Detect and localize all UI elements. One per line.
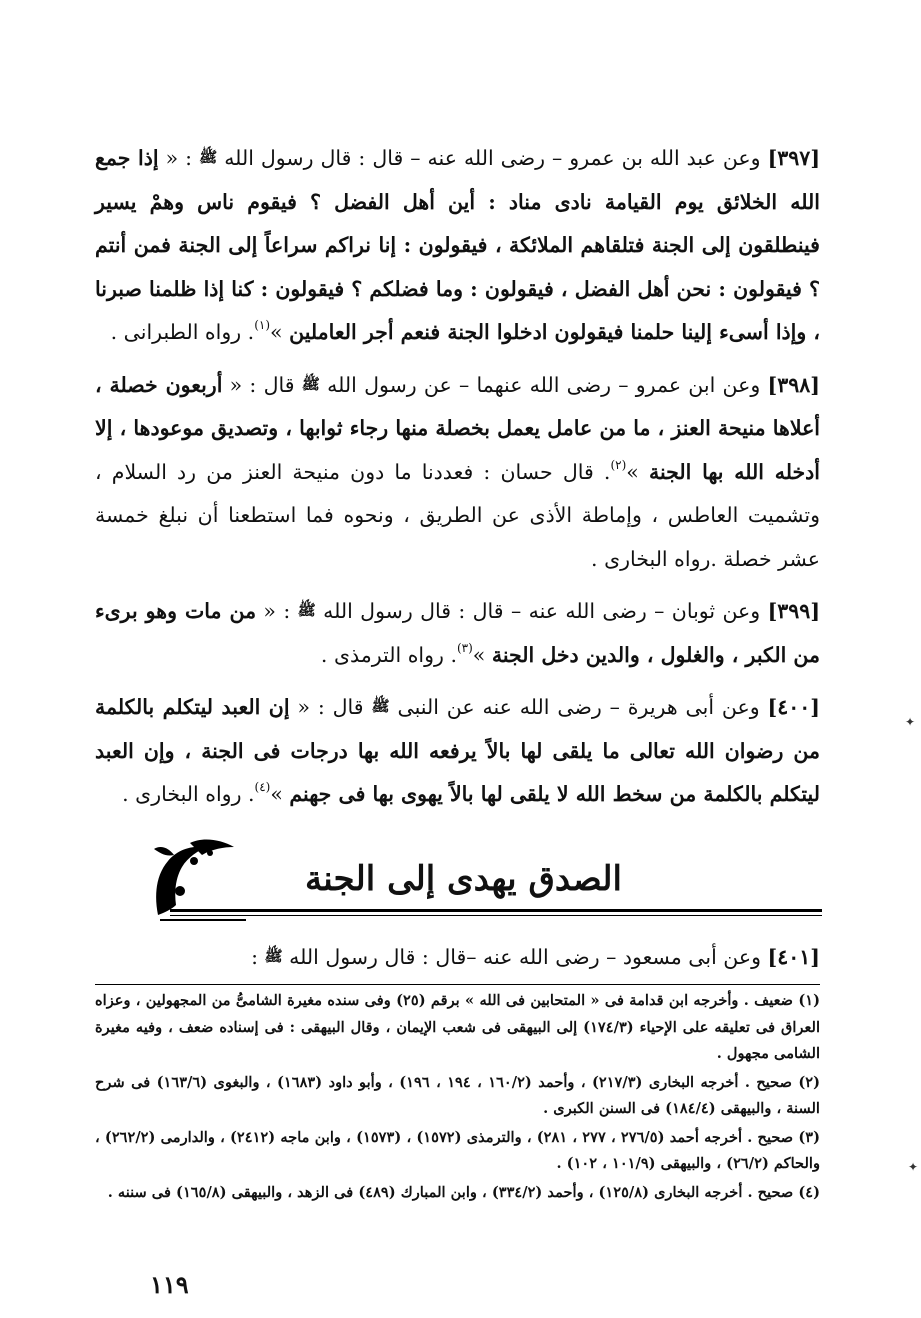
hadith-number: [٣٩٧] (767, 146, 821, 170)
hadith-400 (95, 685, 820, 817)
hadith-398 (95, 363, 820, 582)
hadith-397 (95, 136, 820, 355)
hadith-number: [٣٩٨] (767, 372, 820, 397)
salutation-symbol: ﷺ (301, 374, 320, 393)
footnote-3: (٣) صحيح . أخرجه أحمد (٢٧٦/٥ ، ٢٧٧ ، ٢٨١) ، والترمذى (١٥٧٢) ، (١٥٧٣) ، وابن ماجه (٢٤١٢) ، والدارمى (٢٦٢/٢) ، والحاكم (٢٦/٢) ، والبيهقى (١٠١/٩ ، ١٠٢) . (95, 1128, 821, 1172)
page-number: ١١٩ (150, 1270, 189, 1299)
salutation-symbol: ﷺ (297, 601, 316, 619)
heading-rule (170, 909, 822, 912)
hadith-colon: : « (158, 146, 200, 170)
hadith-source: . رواه البخارى . (122, 782, 255, 806)
hadith-intro-2: قال : « (222, 372, 302, 397)
hadith-399 (95, 589, 820, 677)
footnote-separator (95, 984, 820, 985)
main-text (95, 136, 820, 817)
hadith-tail: : (251, 945, 265, 969)
hadith-text: أربعون خصلة ، أعلاها منيحة العنز ، ما من عامل يعمل بخصلة منها رجاء ثوابها ، وتصديق موعودها ، إلا أدخله الله بها الجنة (95, 372, 820, 484)
footnote-ref: (١) (254, 318, 271, 332)
section-heading: الصدق يهدى إلى الجنة (304, 859, 622, 899)
hadith-intro-2: : « (256, 599, 298, 623)
hadith-number: [٤٠٠] (767, 695, 820, 719)
heading-rule-thin (170, 915, 822, 916)
hadith-source: . رواه الطبرانى . (110, 320, 255, 344)
quote-close: » (472, 642, 492, 667)
hadith-intro: وعن أبى هريرة – رضى الله عنه عن النبى (389, 695, 768, 719)
hadith-number: [٤٠١] (767, 945, 820, 969)
hadith-text: من مات وهو برىء من الكبر ، والغلول ، والدين دخل الجنة (95, 599, 820, 667)
hadith-intro: وعن عبد الله بن عمرو – رضى الله عنه – قال : قال رسول الله (217, 146, 768, 170)
hadith-source: . رواه الترمذى . (320, 642, 457, 667)
salutation-symbol: ﷺ (264, 947, 283, 965)
footnote-2: (٢) صحيح . أخرجه البخارى (٢١٧/٣) ، وأحمد (١٦٠/٢ ، ١٩٤ ، ١٩٦) ، وأبو داود (١٦٨٣) ، والبغوى (١٦٣/٦) فى شرح السنة ، والبيهقى (١٨٤/٤) فى السنن الكبرى . (95, 1073, 821, 1117)
hadith-source: . قال حسان : فعددنا ما دون منيحة العنز من رد السلام ، وتشميت العاطس ، وإماطة الأذى عن الطريق ، ونحوه فما استطعنا أن نبلغ خمسة عشر خصلة .رواه البخارى . (95, 459, 820, 571)
footnote-ref: (٣) (456, 640, 473, 655)
quote-close: » (270, 782, 290, 806)
salutation-symbol: ﷺ (371, 697, 390, 715)
footnote-4: (٤) صحيح . أخرجه البخارى (١٢٥/٨) ، وأحمد (٣٣٤/٢) ، وابن المبارك (٤٨٩) فى الزهد ، والبيهقى (١٦٥/٨) فى سننه . (107, 1183, 820, 1201)
section-heading-block (150, 835, 822, 927)
quote-close: » (270, 320, 290, 344)
salutation-symbol: ﷺ (199, 148, 218, 166)
hadith-401 (95, 938, 820, 975)
hadith-intro-2: قال : « (289, 695, 372, 719)
hadith-number: [٣٩٩] (767, 599, 821, 623)
hadith-text: إذا جمع الله الخلائق يوم القيامة نادى مناد : أين أهل الفضل ؟ فيقوم ناس وهمْ يسير فينطلقون إلى الجنة فتلقاهم الملائكة ، فيقولون : إنا نراكم سراعاً إلى الجنة فمن أنتم ؟ فيقولون : نحن أهل الفضل ، فيقولون : وما فضلكم ؟ فيقولون : كنا إذا ظلمنا صبرنا ، وإذا أسىء إلينا حلمنا فيقولون ادخلوا الجنة فنعم أجر العاملين (95, 146, 820, 344)
footnote-ref: (٤) (254, 780, 271, 794)
hadith-intro: وعن أبى مسعود – رضى الله عنه –قال : قال رسول الله (282, 945, 768, 969)
scan-mark: ✦ (905, 715, 916, 729)
hadith-text: إن العبد ليتكلم بالكلمة من رضوان الله تعالى ما يلقى لها بالاً يرفعه الله بها درجات فى الجنة ، وإن العبد ليتكلم بالكلمة من سخط الله لا يلقى لها بالاً يهوى بها فى جهنم (95, 695, 820, 806)
scan-mark: ✦ (908, 1160, 919, 1174)
hadith-intro: وعن ثوبان – رضى الله عنه – قال : قال رسول الله (315, 599, 768, 623)
footnotes (95, 988, 820, 1206)
quote-close: » (626, 459, 649, 484)
hadith-intro: وعن ابن عمرو – رضى الله عنهما – عن رسول الله (319, 372, 768, 397)
footnote-1: (١) ضعيف . وأخرجه ابن قدامة فى « المتحابين فى الله » برقم (٢٥) وفى سنده مغيرة الشامىُّ من المجهولين ، وعزاه العراق فى تعليقه على الإحياء (١٧٤/٣) إلى البيهقى فى شعب الإيمان ، وقال البيهقى : فى إسناده ضعف ، وفيه مغيرة الشامى مجهول . (95, 992, 821, 1062)
footnote-ref: (٢) (610, 457, 627, 472)
